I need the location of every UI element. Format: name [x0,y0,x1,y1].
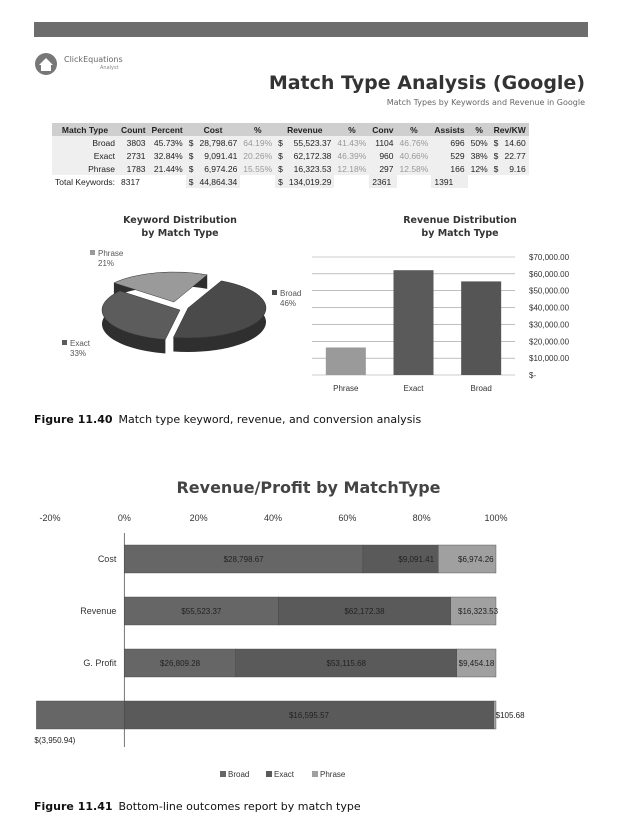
table-row [52,149,529,162]
data-label: $9,454.18 [458,659,495,668]
legend-label: Exact [274,770,295,779]
total-cell: 8317 [121,176,140,187]
table-cell: Phrase [52,162,118,175]
table-cell: 50% [468,136,491,149]
table-cell: 20.26% [240,149,275,162]
figure-text: Bottom-line outcomes report by match type [118,800,361,813]
x-tick-label: Phrase [333,384,359,393]
report-title: Match Type Analysis (Google) [268,72,585,94]
table-cell: 12.58% [397,162,432,175]
total-cell: 1391 [431,175,467,188]
table-cell: 64.19% [240,136,275,149]
y-tick-label: $20,000.00 [529,337,570,347]
total-cell [468,175,491,188]
table-cell: 45.73% [149,136,186,149]
data-label: $(3,950.94) [34,736,76,745]
bar-chart-title [380,214,540,240]
total-cell: 134,019.29 [286,175,335,188]
bar-segment-broad [36,701,124,729]
data-label: $62,172.38 [344,607,385,616]
category-label: G. Profit [83,658,117,668]
table-cell: 9,091.41 [196,149,240,162]
figure-number: Figure 11.41 [34,800,113,813]
revenue-bar-chart [300,245,600,400]
logo-text: ClickEquations [64,55,123,64]
data-label: $26,809.28 [160,659,201,668]
y-tick-label: $60,000.00 [529,269,570,279]
currency-symbol: $ [275,162,286,175]
pie-chart-title [100,214,260,240]
table-total-row [52,175,529,188]
currency-symbol: $ [186,149,197,162]
data-label: $9,091.41 [398,555,435,564]
table-cell: 28,798.67 [196,136,240,149]
pie-label: Phrase [98,249,124,258]
table-cell: 1783 [118,162,149,175]
x-tick-label: 100% [484,513,508,523]
y-tick-label: $10,000.00 [529,354,570,364]
table-cell: 15.55% [240,162,275,175]
currency-symbol: $ [491,149,502,162]
table-cell: 12.18% [334,162,369,175]
total-cell [491,175,529,188]
total-cell: $ [275,175,286,188]
legend-label: Broad [228,770,250,779]
y-tick-label: $- [529,371,537,380]
revenue-profit-chart [20,505,600,790]
currency-symbol: $ [186,162,197,175]
currency-symbol: $ [275,136,286,149]
data-label: $105.68 [495,711,525,720]
col-header: Revenue [275,123,334,136]
total-cell [240,175,275,188]
table-cell: 297 [369,162,396,175]
table-cell: 46.39% [334,149,369,162]
col-header: Count [118,123,149,136]
keyword-pie-chart [50,248,310,378]
legend-swatch [266,771,272,777]
x-tick-label: Broad [470,384,492,393]
table-cell: 9.16 [501,162,528,175]
col-header: Percent [149,123,186,136]
col-header: % [334,123,369,136]
total-cell: 44,864.34 [196,175,240,188]
total-cell: Total Keywords: [55,176,115,187]
data-label: $28,798.67 [223,555,264,564]
col-header: % [240,123,275,136]
table-cell: 166 [431,162,467,175]
figure-caption-2 [34,800,361,813]
x-tick-label: 40% [263,513,283,523]
pie-value-label: 33% [70,349,87,358]
currency-symbol: $ [186,136,197,149]
x-tick-label: 0% [117,513,131,523]
legend-swatch [90,250,95,255]
report-subtitle: Match Types by Keywords and Revenue in Google [386,98,585,107]
category-label: Cost [97,554,117,564]
bar-phrase [326,347,366,375]
pie-title-line: Keyword Distribution [123,215,237,226]
col-header: % [468,123,491,136]
col-header: Rev/KW [491,123,529,136]
x-tick-label: Exact [403,384,424,393]
table-cell: 14.60 [501,136,528,149]
pie-label: Exact [70,339,91,348]
col-header: Match Type [52,123,118,136]
header-bar [34,22,588,37]
data-label: $53,115.68 [326,659,366,668]
table-cell: 40.66% [397,149,432,162]
table-cell: 960 [369,149,396,162]
table-cell: 41.43% [334,136,369,149]
data-label: $16,323.53 [458,607,499,616]
table-header-row [52,123,529,136]
pie-title-line: by Match Type [141,228,219,239]
legend-label: Phrase [320,770,346,779]
table-cell: 32.84% [149,149,186,162]
col-header: Assists [431,123,467,136]
match-type-table [52,123,529,188]
bar-title-line: Revenue Distribution [403,215,517,226]
y-tick-label: $70,000.00 [529,253,570,262]
total-cell [334,175,369,188]
legend-swatch [62,340,67,345]
total-cell [149,175,186,188]
total-cell: 2361 [369,175,396,188]
x-tick-label: 20% [189,513,208,523]
x-tick-label: 60% [338,513,357,523]
pie-label: Broad [280,289,302,298]
table-cell: 2731 [118,149,149,162]
figure-number: Figure 11.40 [34,413,113,426]
logo-subtext: Analyst [100,65,119,71]
table-cell: 696 [431,136,467,149]
figure-caption-1 [34,413,421,426]
currency-symbol: $ [491,162,502,175]
data-label: $55,523.37 [181,607,222,616]
table-cell: Broad [52,136,118,149]
pie-value-label: 21% [98,259,115,268]
table-row [52,162,529,175]
currency-symbol: $ [491,136,502,149]
legend-swatch [272,290,277,295]
table-cell: 12% [468,162,491,175]
table-row [52,136,529,149]
table-cell: 38% [468,149,491,162]
table-cell: 16,323.53 [286,162,335,175]
legend-swatch [220,771,226,777]
table-cell: 21.44% [149,162,186,175]
legend-swatch [312,771,318,777]
table-cell: 3803 [118,136,149,149]
bar-title-line: by Match Type [421,228,499,239]
y-tick-label: $50,000.00 [529,286,570,296]
currency-symbol: $ [275,149,286,162]
y-tick-label: $30,000.00 [529,320,570,330]
y-tick-label: $40,000.00 [529,303,570,313]
table-cell: 62,172.38 [286,149,335,162]
stacked-chart-title: Revenue/Profit by MatchType [176,478,441,497]
table-cell: 55,523.37 [286,136,335,149]
data-label: $6,974.26 [458,555,494,564]
table-cell: 46.76% [397,136,432,149]
table-cell: 529 [431,149,467,162]
x-tick-label: -20% [39,513,61,523]
table-cell: Exact [52,149,118,162]
figure-text: Match type keyword, revenue, and conversion analysis [118,413,422,426]
col-header: Cost [186,123,241,136]
category-label: Revenue [80,606,117,616]
total-cell: $ [186,175,197,188]
pie-value-label: 46% [280,299,297,308]
total-cell [397,175,432,188]
data-label: $16,595.57 [288,711,330,720]
table-cell: 22.77 [501,149,528,162]
bar-broad [461,281,501,375]
bar-exact [394,270,434,375]
col-header: % [397,123,432,136]
table-cell: 6,974.26 [196,162,240,175]
x-tick-label: 80% [412,513,431,523]
col-header: Conv [369,123,396,136]
table-cell: 1104 [369,136,396,149]
